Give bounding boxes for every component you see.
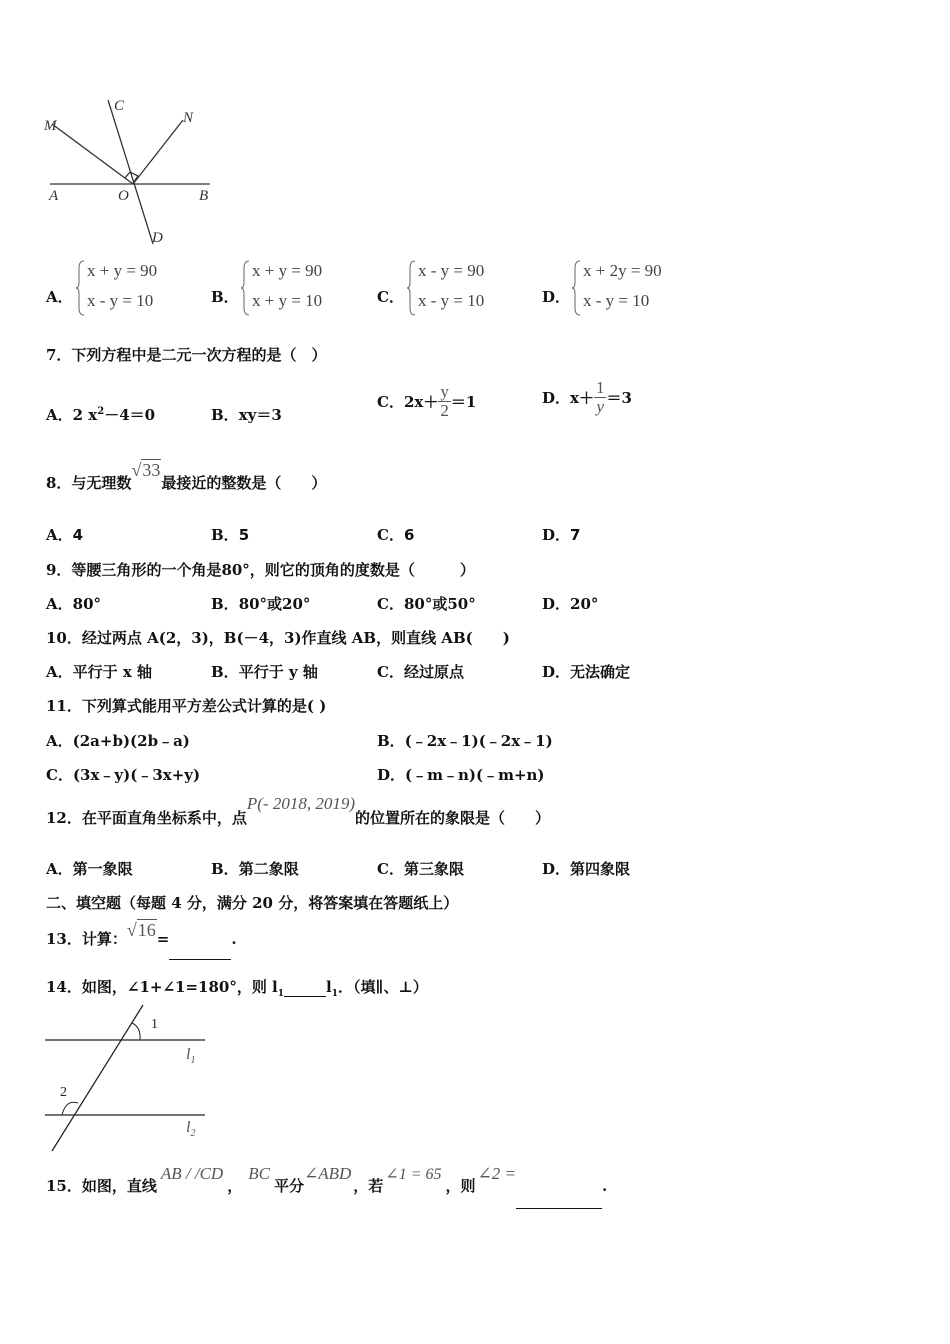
q15-stem: 15．如图，直线AB / /CD，BC平分∠ABD，若∠1 = 65，则∠2 = .: [46, 1164, 607, 1209]
q7-option-a[interactable]: A．2 $x^2-4=0$: [46, 406, 156, 424]
angle-1-label: 1: [151, 1017, 158, 1032]
q9-option-d[interactable]: D．20°: [542, 595, 599, 613]
ray-om: [52, 124, 133, 184]
q11-option-d[interactable]: D．(﹣m﹣n)(﹣m+n): [377, 766, 545, 784]
q12-option-b[interactable]: B．第二象限: [211, 860, 299, 878]
q11-option-a[interactable]: A．(2a+b)(2b﹣a): [46, 732, 190, 750]
q6-a-brace: [76, 260, 86, 316]
q10-stem: 10．经过两点 A(2，3)，B(－4，3)作直线 AB，则直线 AB( ): [46, 629, 510, 647]
q14-stem: 14．如图，∠1+∠1=180°，则 $l_1$ $l_1$．（填∥、⊥）: [46, 978, 428, 999]
q7-option-c[interactable]: C．2x＋ $\frac{y}{2}$ ＝1: [377, 382, 477, 420]
q7-option-d[interactable]: D．x＋ $\frac{1}{y}$ ＝3: [542, 378, 632, 416]
q8-option-d[interactable]: D．7: [542, 526, 581, 544]
q11-option-c[interactable]: C．(3x﹣y)(﹣3x+y): [46, 766, 201, 784]
q13-answer-blank[interactable]: [169, 919, 231, 960]
q6-b-eq1: x + y = 90: [252, 261, 323, 280]
angle-1-arc: [132, 1023, 140, 1040]
q6-b-eq2: x + y = 10: [252, 291, 323, 310]
q10-option-a[interactable]: A．平行于 x 轴: [46, 663, 153, 681]
parallel-lines-figure: [40, 1003, 220, 1153]
l1-label: $l_1$: [186, 1046, 196, 1066]
ray-on: [133, 120, 183, 184]
q12-option-a[interactable]: A．第一象限: [46, 860, 133, 878]
label-m: M: [44, 118, 57, 134]
q7-stem: 7．下列方程中是二元一次方程的是（ ）: [46, 346, 327, 364]
q12-option-c[interactable]: C．第三象限: [377, 860, 464, 878]
transversal: [52, 1005, 143, 1151]
q9-option-b[interactable]: B．80°或20°: [211, 595, 311, 613]
label-n: N: [183, 110, 194, 126]
q8-option-a[interactable]: A．4: [46, 526, 84, 544]
q6-a-eq1: x + y = 90: [87, 261, 158, 280]
label-c: C: [114, 98, 125, 114]
q12-stem: 12．在平面直角坐标系中，点P(- 2018, 2019)的位置所在的象限是（ ）: [46, 794, 551, 827]
q8-option-b[interactable]: B．5: [211, 526, 250, 544]
q8-option-c[interactable]: C．6: [377, 526, 415, 544]
q13-sqrt: √16: [126, 920, 156, 940]
q6-option-d[interactable]: D．: [542, 288, 571, 306]
q7-c-fraction: $\frac{y}{2}$: [440, 382, 449, 420]
angle-figure: [40, 94, 220, 249]
q15-answer-blank[interactable]: [516, 1164, 602, 1209]
q6-c-eq2: x - y = 10: [418, 291, 485, 310]
label-o: O: [118, 188, 129, 204]
q6-d-brace: [572, 260, 582, 316]
q6-b-brace: [241, 260, 251, 316]
q8-stem: 8．与无理数√33最接近的整数是（ ）: [46, 460, 327, 492]
label-b: B: [199, 188, 209, 204]
q12-point: P(- 2018, 2019): [246, 794, 356, 813]
q6-d-eq2: x - y = 10: [583, 291, 650, 310]
q10-option-d[interactable]: D．无法确定: [542, 663, 631, 681]
q6-c-eq1: x - y = 90: [418, 261, 485, 280]
q10-option-c[interactable]: C．经过原点: [377, 663, 464, 681]
q6-d-eq1: x + 2y = 90: [583, 261, 662, 280]
q12-option-d[interactable]: D．第四象限: [542, 860, 631, 878]
q9-stem: 9．等腰三角形的一个角是80°，则它的顶角的度数是（ ）: [46, 561, 475, 579]
q13-stem: 13．计算：√16= .: [46, 918, 237, 960]
q7-d-fraction: $\frac{1}{y}$: [595, 378, 605, 416]
q8-sqrt: √33: [131, 460, 161, 480]
q11-option-b[interactable]: B．(﹣2x﹣1)(﹣2x﹣1): [377, 732, 553, 750]
q11-stem: 11．下列算式能用平方差公式计算的是( ): [46, 697, 327, 715]
q9-option-c[interactable]: C．80°或50°: [377, 595, 476, 613]
l2-label: $l_2$: [186, 1119, 196, 1139]
q6-a-eq2: x - y = 10: [87, 291, 154, 310]
q10-option-b[interactable]: B．平行于 y 轴: [211, 663, 318, 681]
label-d: D: [152, 230, 163, 246]
q7-option-b[interactable]: B．xy＝3: [211, 406, 282, 424]
q6-option-b[interactable]: B．: [211, 288, 239, 306]
q14-answer-blank[interactable]: [284, 978, 326, 997]
section2-title: 二、填空题（每题 4 分，满分 20 分，将答案填在答题纸上）: [46, 894, 459, 912]
q9-option-a[interactable]: A．80°: [46, 595, 102, 613]
label-a: A: [49, 188, 59, 204]
angle-2-label: 2: [60, 1085, 67, 1100]
q6-option-a[interactable]: A．: [46, 288, 73, 306]
q6-option-c[interactable]: C．: [377, 288, 404, 306]
q6-c-brace: [407, 260, 417, 316]
